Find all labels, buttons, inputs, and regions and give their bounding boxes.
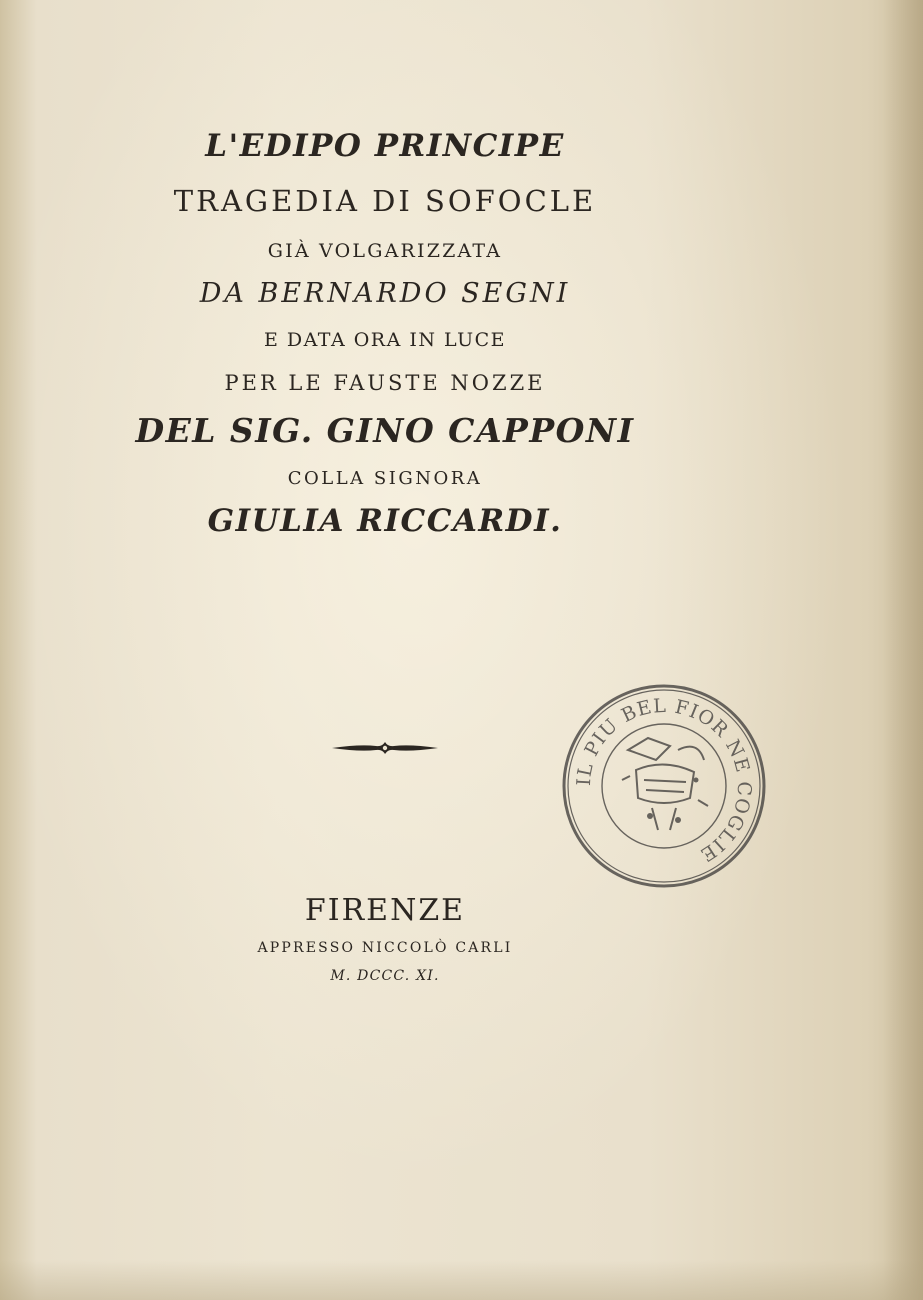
translator-line: DA BERNARDO SEGNI	[199, 278, 571, 309]
stamp-motto: IL PIU BEL FIOR NE COGLIE	[572, 694, 756, 867]
imprint-printer: APPRESSO NICCOLÒ CARLI	[257, 940, 513, 956]
library-stamp-icon	[558, 680, 770, 892]
groom-line: DEL SIG. GINO CAPPONI	[135, 411, 635, 450]
bride-line: GIULIA RICCARDI.	[207, 503, 563, 539]
imprint-block	[185, 893, 585, 984]
work-title: L'EDIPO PRINCIPE	[205, 128, 565, 164]
title-block	[120, 120, 650, 539]
page-edge-shadow	[883, 0, 923, 1300]
publication-note: E DATA ORA IN LUCE	[263, 329, 507, 351]
connector-line: COLLA SIGNORA	[287, 468, 483, 489]
page-bottom-band	[0, 1260, 923, 1300]
work-subtitle: TRAGEDIA DI SOFOCLE	[173, 184, 597, 218]
occasion-line: PER LE FAUSTE NOZZE	[224, 371, 546, 395]
ornament-rule-icon	[330, 738, 440, 758]
imprint-date: M. DCCC. XI.	[330, 968, 440, 984]
imprint-city: FIRENZE	[304, 893, 466, 928]
translation-note: GIÀ VOLGARIZZATA	[267, 240, 503, 262]
